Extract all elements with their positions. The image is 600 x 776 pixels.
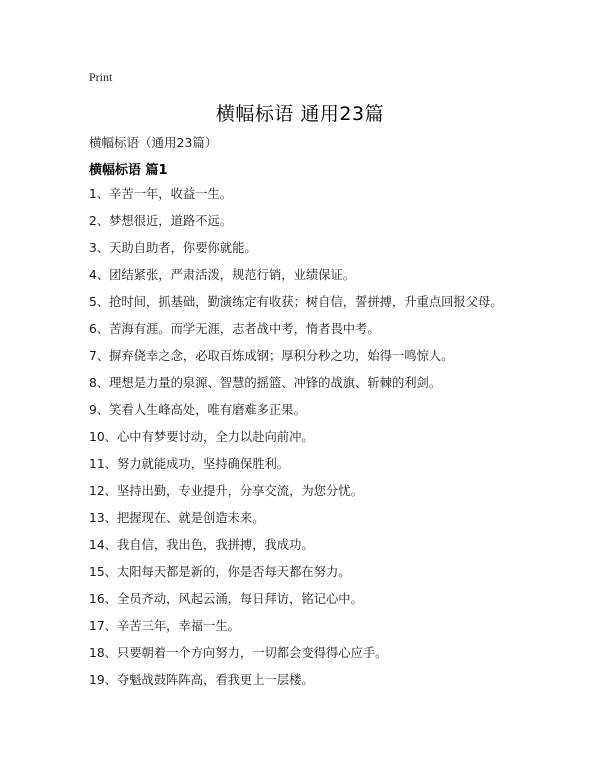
list-item: 9、笑看人生峰高处，唯有磨难多正果。 <box>89 403 306 417</box>
list-item: 4、团结紧张，严肃活泼，规范行销，业绩保证。 <box>89 268 356 282</box>
list-item: 10、心中有梦要讨动，全力以赴向前冲。 <box>89 430 314 444</box>
list-item: 11、努力就能成功，坚持确保胜利。 <box>89 457 290 471</box>
page-title: 横幅标语 通用23篇 <box>215 103 385 125</box>
list-item: 16、全员齐动，风起云涌，每日拜访，铭记心中。 <box>89 592 363 606</box>
list-item: 18、只要朝着一个方向努力，一切都会变得得心应手。 <box>89 646 388 660</box>
list-item: 15、太阳每天都是新的，你是否每天都在努力。 <box>89 565 351 579</box>
document-subtitle: 横幅标语（通用23篇） <box>89 135 218 150</box>
section-heading: 横幅标语 篇1 <box>89 163 168 178</box>
list-item: 6、苦海有涯。而学无涯，志者战中考，惰者畏中考。 <box>89 322 380 336</box>
list-item: 1、辛苦一年，收益一生。 <box>89 187 233 201</box>
list-item: 7、摒弃侥幸之念，必取百炼成钢；厚积分秒之功，始得一鸣惊人。 <box>89 349 454 363</box>
slogan-list <box>89 187 569 700</box>
list-item: 8、理想是力量的泉源、智慧的摇篮、冲锋的战旗、斩棘的利剑。 <box>89 376 442 390</box>
list-item: 2、梦想很近，道路不远。 <box>89 214 233 228</box>
list-item: 19、夺魁战鼓阵阵高，看我更上一层楼。 <box>89 673 314 687</box>
print-label[interactable]: Print <box>89 70 113 84</box>
list-item: 12、坚持出勤，专业提升，分享交流，为您分忧。 <box>89 484 363 498</box>
list-item: 5、抢时间，抓基础，勤演练定有收获；树自信，誓拼搏，升重点回报父母。 <box>89 295 503 309</box>
list-item: 3、天助自助者，你要你就能。 <box>89 241 257 255</box>
list-item: 13、把握现在、就是创造未来。 <box>89 511 265 525</box>
list-item: 17、辛苦三年，幸福一生。 <box>89 619 240 633</box>
list-item: 14、我自信，我出色，我拼搏，我成功。 <box>89 538 314 552</box>
